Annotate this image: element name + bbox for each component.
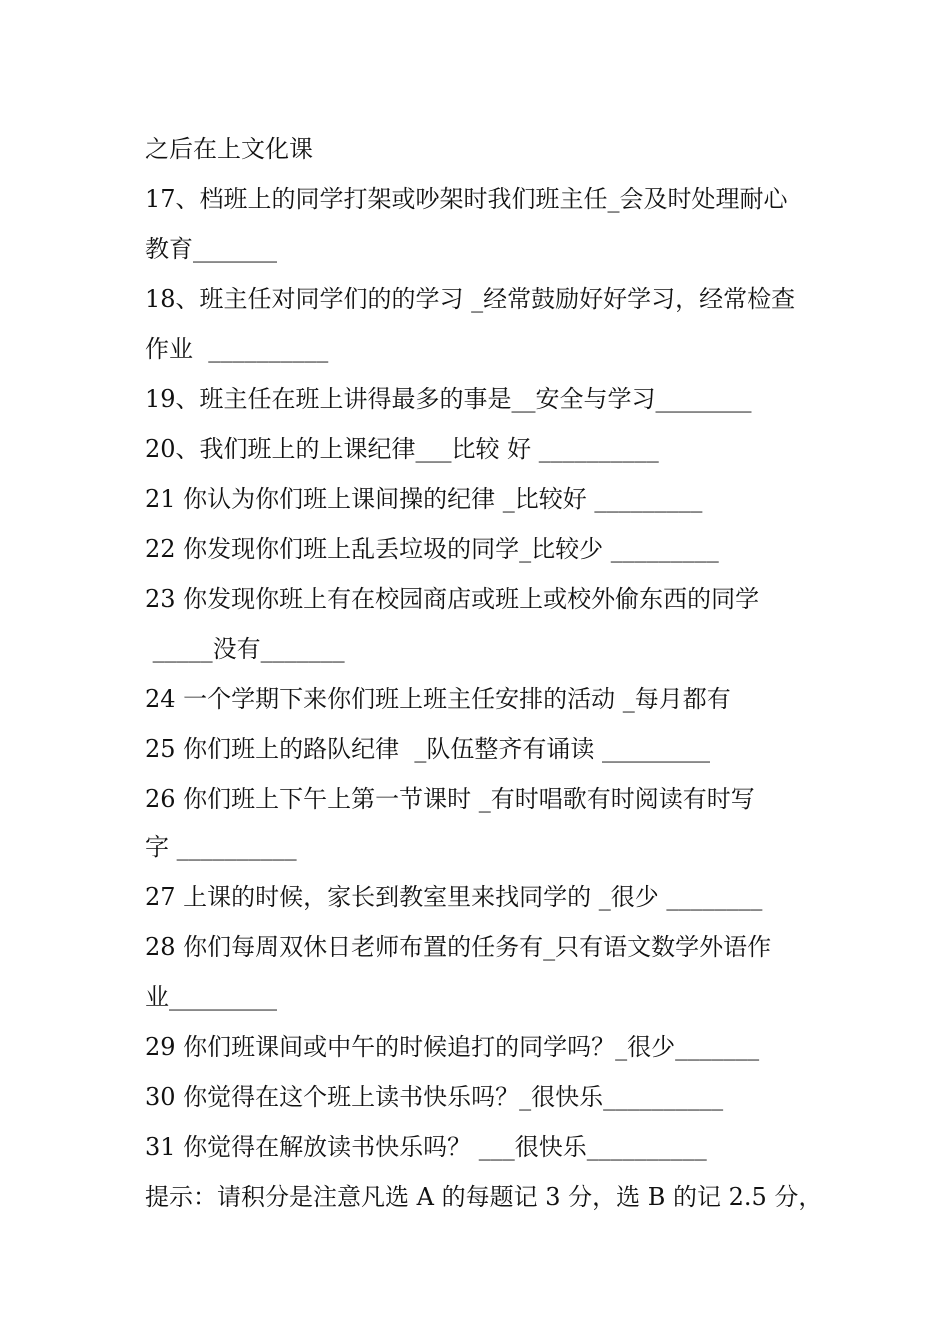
text-line: _____没有_______ xyxy=(145,635,345,663)
text-line: 之后在上文化课 xyxy=(145,135,313,163)
text-line: 24 一个学期下来你们班上班主任安排的活动 _每月都有 xyxy=(145,685,731,713)
text-line: 29 你们班课间或中午的时候追打的同学吗？_很少_______ xyxy=(145,1033,760,1061)
text-line: 字 __________ xyxy=(145,833,297,861)
text-line: 19、班主任在班上讲得最多的事是__安全与学习________ xyxy=(145,385,752,413)
text-line: 提示：请积分是注意凡选 A 的每题记 3 分，选 B 的记 2.5 分， xyxy=(145,1183,823,1211)
text-line: 18、班主任对同学们的的学习 _经常鼓励好好学习，经常检查 xyxy=(145,285,796,313)
text-line: 业_________ xyxy=(145,983,277,1011)
text-line: 17、档班上的同学打架或吵架时我们班主任_会及时处理耐心 xyxy=(145,185,788,213)
text-line: 教育_______ xyxy=(145,235,277,263)
text-line: 25 你们班上的路队纪律 _队伍整齐有诵读 _________ xyxy=(145,735,711,763)
text-line: 30 你觉得在这个班上读书快乐吗？_很快乐__________ xyxy=(145,1083,724,1111)
text-line: 31 你觉得在解放读书快乐吗？ ___很快乐__________ xyxy=(145,1133,707,1161)
text-line: 22 你发现你们班上乱丢垃圾的同学_比较少 _________ xyxy=(145,535,719,563)
text-line: 20、我们班上的上课纪律___比较 好 __________ xyxy=(145,435,659,463)
text-line: 23 你发现你班上有在校园商店或班上或校外偷东西的同学 xyxy=(145,585,760,613)
text-line: 26 你们班上下午上第一节课时 _有时唱歌有时阅读有时写 xyxy=(145,785,755,813)
text-line: 28 你们每周双休日老师布置的任务有_只有语文数学外语作 xyxy=(145,933,772,961)
text-line: 21 你认为你们班上课间操的纪律 _比较好 _________ xyxy=(145,485,703,513)
text-line: 27 上课的时候，家长到教室里来找同学的 _很少 ________ xyxy=(145,883,763,911)
text-line: 作业 __________ xyxy=(145,335,329,363)
